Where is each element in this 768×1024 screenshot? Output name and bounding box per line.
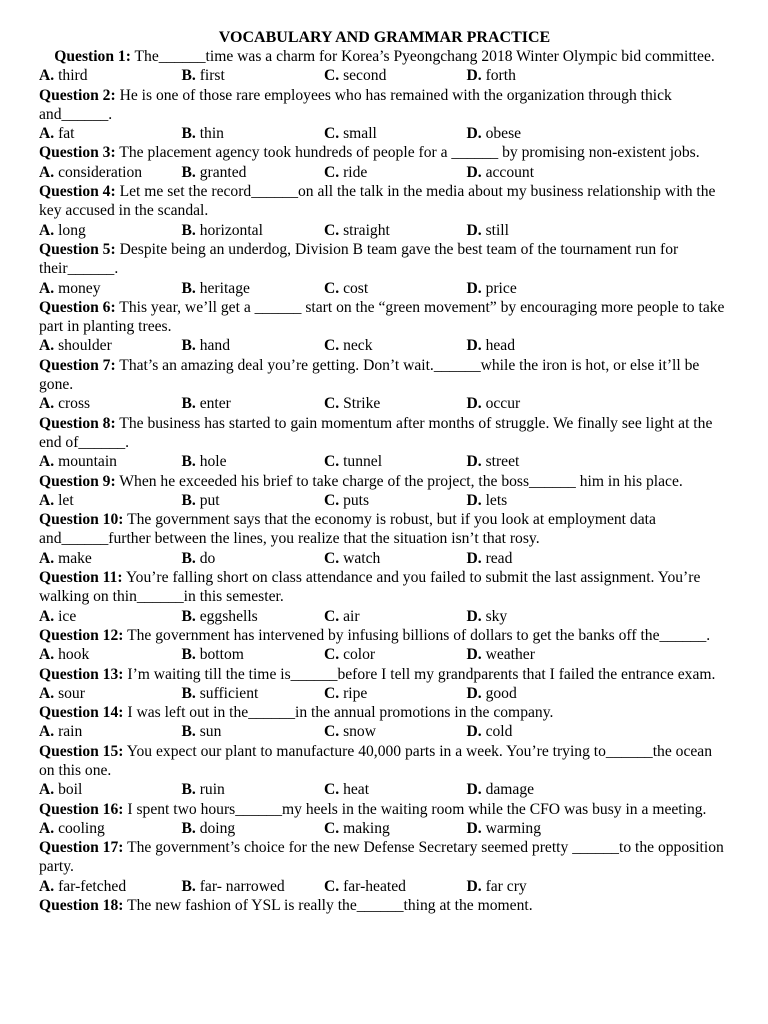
- option-text: straight: [339, 221, 390, 239]
- option-d: [467, 221, 509, 240]
- option-text: horizontal: [195, 221, 263, 239]
- option-a: [39, 780, 182, 799]
- option-letter: B.: [181, 723, 196, 741]
- question-label: Question 6:: [39, 298, 116, 316]
- option-text: fat: [54, 125, 75, 143]
- option-a: [39, 279, 182, 298]
- option-c: [324, 336, 467, 355]
- options-row: [39, 819, 730, 838]
- option-text: far- narrowed: [195, 877, 285, 895]
- question-11: [39, 568, 730, 607]
- option-c: [324, 66, 467, 85]
- question-label: Question 4:: [39, 183, 116, 201]
- option-text: obese: [481, 125, 522, 143]
- question-2: [39, 86, 730, 125]
- option-c: [324, 452, 467, 471]
- document-title: VOCABULARY AND GRAMMAR PRACTICE: [218, 29, 551, 46]
- option-text: watch: [339, 549, 381, 567]
- question-15: [39, 742, 730, 781]
- option-a: [39, 877, 182, 896]
- option-text: account: [481, 163, 535, 181]
- option-letter: B.: [181, 491, 196, 509]
- option-text: bottom: [195, 646, 244, 664]
- option-b: [182, 124, 325, 143]
- option-letter: C.: [324, 549, 340, 567]
- question-text: The new fashion of YSL is really the______thing at the moment.: [123, 897, 533, 915]
- option-d: [467, 607, 508, 626]
- option-d: [467, 452, 520, 471]
- option-b: [182, 336, 325, 355]
- option-text: boil: [54, 781, 83, 799]
- option-letter: B.: [181, 781, 196, 799]
- question-label: Question 5:: [39, 240, 116, 258]
- option-text: second: [339, 67, 387, 85]
- option-text: still: [481, 221, 509, 239]
- question-text: You expect our plant to manufacture 40,000 parts in a week. You’re trying to______the ocean on this one.: [39, 742, 713, 779]
- option-text: mountain: [54, 453, 117, 471]
- question-13: [39, 665, 730, 684]
- option-b: [182, 491, 325, 510]
- option-a: [39, 684, 182, 703]
- option-c: [324, 607, 467, 626]
- option-a: [39, 163, 182, 182]
- question-text: The______time was a charm for Korea’s Pyeongchang 2018 Winter Olympic bid committee.: [130, 48, 715, 65]
- option-text: ruin: [195, 781, 225, 799]
- option-text: let: [54, 491, 74, 509]
- option-a: [39, 819, 182, 838]
- option-a: [39, 336, 182, 355]
- option-letter: A.: [39, 723, 55, 741]
- option-letter: C.: [324, 67, 340, 85]
- options-row: [39, 722, 730, 741]
- option-letter: C.: [324, 395, 340, 413]
- option-d: [467, 336, 516, 355]
- option-letter: A.: [39, 781, 55, 799]
- option-text: snow: [339, 723, 376, 741]
- question-label: Question 15:: [39, 742, 124, 760]
- question-9: [39, 472, 730, 491]
- option-text: long: [54, 221, 86, 239]
- option-b: [182, 394, 325, 413]
- question-text: I was left out in the______in the annual promotions in the company.: [123, 704, 554, 722]
- option-text: third: [54, 67, 88, 85]
- option-text: street: [481, 453, 520, 471]
- option-text: put: [195, 491, 220, 509]
- options-row: [39, 336, 730, 355]
- question-text: Let me set the record______on all the talk in the media about my business relationship with the key accused in the scandal.: [39, 183, 716, 220]
- question-label: Question 2:: [39, 86, 116, 104]
- question-label: Question 11:: [39, 569, 123, 587]
- option-letter: D.: [466, 877, 482, 895]
- option-letter: C.: [324, 646, 340, 664]
- option-b: [182, 722, 325, 741]
- option-a: [39, 124, 182, 143]
- options-row: [39, 607, 730, 626]
- option-c: [324, 645, 467, 664]
- question-6: [39, 298, 730, 337]
- option-letter: C.: [324, 125, 340, 143]
- question-3: [39, 143, 730, 162]
- option-letter: A.: [39, 67, 55, 85]
- option-text: cost: [339, 279, 369, 297]
- question-label: Question 14:: [39, 704, 124, 722]
- option-text: heat: [339, 781, 370, 799]
- options-row: [39, 780, 730, 799]
- option-text: first: [195, 67, 225, 85]
- option-letter: A.: [39, 279, 55, 297]
- option-letter: B.: [181, 337, 196, 355]
- option-letter: B.: [181, 819, 196, 837]
- options-row: [39, 394, 730, 413]
- question-text: This year, we’ll get a ______ start on the “green movement” by encouraging more people to take part in planting trees.: [39, 298, 725, 336]
- question-8: [39, 414, 730, 453]
- option-letter: D.: [466, 723, 482, 741]
- question-label: Question 7:: [39, 356, 116, 374]
- option-letter: D.: [466, 279, 482, 297]
- question-7: [39, 356, 730, 395]
- question-label: Question 18:: [39, 897, 124, 915]
- option-text: ice: [54, 607, 77, 625]
- option-letter: C.: [324, 453, 340, 471]
- option-text: price: [481, 279, 517, 297]
- option-letter: C.: [324, 607, 340, 625]
- option-b: [182, 221, 325, 240]
- option-d: [467, 780, 535, 799]
- options-row: [39, 221, 730, 240]
- option-letter: B.: [181, 163, 196, 181]
- option-b: [182, 163, 325, 182]
- option-text: far-fetched: [54, 877, 127, 895]
- option-b: [182, 684, 325, 703]
- option-letter: C.: [324, 781, 340, 799]
- option-letter: D.: [466, 395, 482, 413]
- option-a: [39, 645, 182, 664]
- option-text: puts: [339, 491, 370, 509]
- option-text: granted: [195, 163, 247, 181]
- option-text: sun: [195, 723, 222, 741]
- option-a: [39, 394, 182, 413]
- question-14: [39, 703, 730, 722]
- option-text: color: [339, 646, 376, 664]
- option-b: [182, 877, 325, 896]
- option-letter: D.: [466, 453, 482, 471]
- option-text: far-heated: [339, 877, 406, 895]
- option-c: [324, 684, 467, 703]
- option-letter: B.: [181, 279, 196, 297]
- options-row: [39, 645, 730, 664]
- option-text: warming: [481, 819, 542, 837]
- question-label: Question 3:: [39, 144, 116, 162]
- option-letter: C.: [324, 877, 340, 895]
- option-b: [182, 66, 325, 85]
- question-label: Question 8:: [39, 414, 116, 432]
- option-a: [39, 491, 182, 510]
- option-c: [324, 722, 467, 741]
- options-row: [39, 877, 730, 896]
- option-letter: A.: [39, 877, 55, 895]
- option-text: thin: [195, 125, 224, 143]
- options-row: [39, 66, 730, 85]
- option-letter: D.: [466, 549, 482, 567]
- option-letter: C.: [324, 163, 340, 181]
- option-letter: A.: [39, 607, 55, 625]
- options-row: [39, 279, 730, 298]
- option-letter: C.: [324, 684, 340, 702]
- question-text: I’m waiting till the time is______before I tell my grandparents that I failed the entrance exam.: [123, 665, 716, 683]
- option-c: [324, 819, 467, 838]
- option-a: [39, 66, 182, 85]
- question-text: The business has started to gain momentum after months of struggle. We finally see light at the end of______.: [39, 414, 713, 451]
- question-10: [39, 510, 730, 549]
- option-c: [324, 221, 467, 240]
- option-a: [39, 452, 182, 471]
- options-row: [39, 684, 730, 703]
- option-letter: B.: [181, 549, 196, 567]
- option-letter: B.: [181, 67, 196, 85]
- question-text: I spent two hours______my heels in the waiting room while the CFO was busy in a meeting.: [123, 800, 707, 818]
- option-text: do: [195, 549, 216, 567]
- option-letter: A.: [39, 395, 55, 413]
- question-4: [39, 182, 730, 221]
- option-text: enter: [195, 395, 231, 413]
- option-a: [39, 722, 182, 741]
- option-letter: C.: [324, 819, 340, 837]
- option-d: [467, 645, 535, 664]
- option-letter: D.: [466, 337, 482, 355]
- option-d: [467, 722, 513, 741]
- option-letter: D.: [466, 67, 482, 85]
- question-text: Despite being an underdog, Division B team gave the best team of the tournament run for their______.: [39, 240, 679, 278]
- options-row: [39, 491, 730, 510]
- question-list: [39, 47, 730, 915]
- option-c: [324, 124, 467, 143]
- question-label: Question 1:: [54, 48, 131, 65]
- option-letter: B.: [181, 877, 196, 895]
- option-b: [182, 780, 325, 799]
- option-text: weather: [481, 646, 535, 664]
- option-b: [182, 607, 325, 626]
- question-16: [39, 800, 730, 819]
- option-letter: B.: [181, 646, 196, 664]
- question-18: [39, 896, 730, 915]
- question-text: The government’s choice for the new Defense Secretary seemed pretty ______to the opposition party.: [39, 839, 724, 876]
- option-c: [324, 549, 467, 568]
- option-letter: D.: [466, 646, 482, 664]
- options-row: [39, 163, 730, 182]
- option-text: eggshells: [195, 607, 258, 625]
- option-text: tunnel: [339, 453, 383, 471]
- option-text: hand: [195, 337, 231, 355]
- option-letter: C.: [324, 491, 340, 509]
- question-12: [39, 626, 730, 645]
- option-text: far cry: [481, 877, 527, 895]
- option-c: [324, 279, 467, 298]
- option-text: sky: [481, 607, 508, 625]
- option-letter: D.: [466, 221, 482, 239]
- question-1: [39, 47, 730, 66]
- option-letter: A.: [39, 491, 55, 509]
- option-d: [467, 549, 513, 568]
- option-letter: B.: [181, 453, 196, 471]
- option-text: Strike: [339, 395, 381, 413]
- option-letter: A.: [39, 337, 55, 355]
- option-letter: A.: [39, 221, 55, 239]
- option-letter: B.: [181, 125, 196, 143]
- question-text: He is one of those rare employees who has remained with the organization through thick and______.: [39, 86, 672, 123]
- option-text: good: [481, 684, 517, 702]
- option-letter: D.: [466, 125, 482, 143]
- option-letter: A.: [39, 684, 55, 702]
- option-d: [467, 394, 521, 413]
- option-letter: A.: [39, 549, 55, 567]
- option-text: head: [481, 337, 516, 355]
- option-text: make: [54, 549, 92, 567]
- option-letter: D.: [466, 491, 482, 509]
- option-letter: B.: [181, 684, 196, 702]
- option-d: [467, 877, 527, 896]
- option-text: consideration: [54, 163, 143, 181]
- option-text: read: [481, 549, 513, 567]
- option-text: cross: [54, 395, 91, 413]
- question-text: The placement agency took hundreds of people for a ______ by promising non-existent jobs.: [115, 144, 700, 162]
- option-d: [467, 124, 522, 143]
- option-text: hole: [195, 453, 227, 471]
- option-letter: D.: [466, 684, 482, 702]
- option-letter: B.: [181, 607, 196, 625]
- option-b: [182, 645, 325, 664]
- options-row: [39, 452, 730, 471]
- option-c: [324, 163, 467, 182]
- option-text: small: [339, 125, 377, 143]
- option-c: [324, 394, 467, 413]
- option-b: [182, 279, 325, 298]
- option-text: doing: [195, 819, 236, 837]
- options-row: [39, 124, 730, 143]
- option-text: rain: [54, 723, 83, 741]
- question-text: The government has intervened by infusing billions of dollars to get the banks off the______.: [123, 626, 711, 644]
- option-a: [39, 549, 182, 568]
- option-letter: A.: [39, 453, 55, 471]
- option-letter: B.: [181, 395, 196, 413]
- question-text: When he exceeded his brief to take charge of the project, the boss______ him in his place.: [115, 472, 683, 490]
- option-b: [182, 549, 325, 568]
- question-label: Question 9:: [39, 472, 116, 490]
- option-text: forth: [481, 67, 516, 85]
- option-letter: A.: [39, 125, 55, 143]
- option-letter: D.: [466, 781, 482, 799]
- options-row: [39, 549, 730, 568]
- question-text: You’re falling short on class attendance and you failed to submit the last assignment. You’re walking on thin______in this semester.: [39, 569, 701, 606]
- question-text: The government says that the economy is robust, but if you look at employment data and______further between the lines, you realize that the situation isn’t that rosy.: [39, 511, 656, 548]
- option-text: occur: [481, 395, 521, 413]
- question-label: Question 16:: [39, 800, 124, 818]
- option-c: [324, 780, 467, 799]
- option-letter: D.: [466, 163, 482, 181]
- option-text: ride: [339, 163, 368, 181]
- option-letter: C.: [324, 221, 340, 239]
- option-letter: D.: [466, 607, 482, 625]
- option-a: [39, 607, 182, 626]
- option-text: neck: [339, 337, 373, 355]
- question-label: Question 10:: [39, 511, 124, 529]
- option-text: heritage: [195, 279, 250, 297]
- option-text: cooling: [54, 819, 105, 837]
- option-b: [182, 452, 325, 471]
- question-label: Question 13:: [39, 665, 124, 683]
- option-a: [39, 221, 182, 240]
- option-letter: C.: [324, 723, 340, 741]
- option-letter: B.: [181, 221, 196, 239]
- option-d: [467, 819, 542, 838]
- option-d: [467, 66, 516, 85]
- option-text: sour: [54, 684, 85, 702]
- option-text: cold: [481, 723, 513, 741]
- option-text: air: [339, 607, 360, 625]
- option-c: [324, 877, 467, 896]
- option-letter: A.: [39, 819, 55, 837]
- question-17: [39, 838, 730, 877]
- option-text: hook: [54, 646, 90, 664]
- option-c: [324, 491, 467, 510]
- question-text: That’s an amazing deal you’re getting. Don’t wait.______while the iron is hot, or else it’ll be gone.: [39, 356, 700, 394]
- option-d: [467, 279, 517, 298]
- option-text: sufficient: [195, 684, 259, 702]
- option-d: [467, 684, 517, 703]
- option-text: ripe: [339, 684, 368, 702]
- option-b: [182, 819, 325, 838]
- question-label: Question 17:: [39, 839, 124, 857]
- option-d: [467, 163, 535, 182]
- option-text: shoulder: [54, 337, 112, 355]
- option-letter: C.: [324, 279, 340, 297]
- option-text: lets: [481, 491, 508, 509]
- option-text: money: [54, 279, 101, 297]
- question-5: [39, 240, 730, 279]
- question-label: Question 12:: [39, 626, 124, 644]
- option-letter: A.: [39, 163, 55, 181]
- option-d: [467, 491, 508, 510]
- option-letter: C.: [324, 337, 340, 355]
- option-letter: A.: [39, 646, 55, 664]
- option-letter: D.: [466, 819, 482, 837]
- option-text: making: [339, 819, 390, 837]
- option-text: damage: [481, 781, 535, 799]
